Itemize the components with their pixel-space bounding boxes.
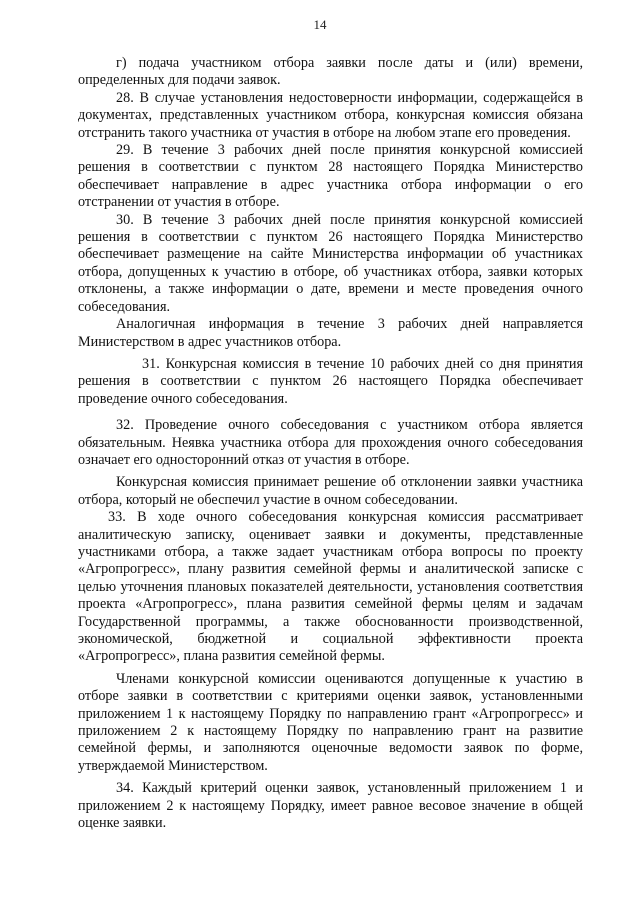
paragraph-31: 31. Конкурсная комиссия в течение 10 рабочих дней со дня принятия решения в соответствии с пунктом 26 настоящего Порядка обеспечивает проведение очного собеседования. — [78, 355, 583, 407]
paragraph-27g: г) подача участником отбора заявки после даты и (или) времени, определенных для подачи заявок. — [78, 55, 583, 89]
paragraph-30: 30. В течение 3 рабочих дней после принятия конкурсной комиссией решения в соответствии с пунктом 26 настоящего Порядка Министерство обеспечивает размещение на сайте Министерства информации об участниках отбора, допущенных к участию в отборе, об участниках отбора, заявки которых отклонены, а также информации о дате, времени и месте проведения очного собеседования. — [78, 211, 583, 315]
paragraph-32: 32. Проведение очного собеседования с участником отбора является обязательным. Неявка участника отбора для прохождения очного собеседования означает его односторонний отказ от участия в отборе. — [78, 417, 583, 468]
paragraph-30-note: Аналогичная информация в течение 3 рабочих дней направляется Министерством в адрес участников отбора. — [78, 316, 583, 350]
paragraph-33: 33. В ходе очного собеседования конкурсная комиссия рассматривает аналитическую записку, оценивает заявки и документы, представленные участниками отбора, а также задает участникам отбора вопросы по проекту «Агропрогресс», плану развития семейной фермы и аналитической записке с целью уточнения плановых показателей деятельности, установления соответствия проекта «Агропрогресс», плана развития семейной фермы целям и задачам Государственной программы, а также обоснованности производственной, экономической, бюджетной и социальной эффективности проекта «Агропрогресс», плана развития семейной фермы. — [78, 509, 583, 665]
document-body — [78, 55, 583, 832]
paragraph-34: 34. Каждый критерий оценки заявок, установленный приложением 1 и приложением 2 к настоящему Порядку, имеет равное весовое значение в общей оценке заявки. — [78, 780, 583, 832]
paragraph-32-note: Конкурсная комиссия принимает решение об отклонении заявки участника отбора, который не обеспечил участие в очном собеседовании. — [78, 474, 583, 508]
page-number: 14 — [313, 17, 327, 32]
paragraph-33-note: Членами конкурсной комиссии оцениваются допущенные к участию в отборе заявки в соответствии с критериями оценки заявок, установленными приложением 1 к настоящему Порядку по направлению грант «Агропрогресс» и приложением 2 к настоящему Порядку по направлению грант на развитие семейной фермы, и заполняются оценочные ведомости заявок по форме, утверждаемой Министерством. — [78, 670, 583, 774]
paragraph-29: 29. В течение 3 рабочих дней после принятия конкурсной комиссией решения в соответствии с пунктом 28 настоящего Порядка Министерство обеспечивает направление в адрес участника отбора информации о его отстранении от участия в отборе. — [78, 142, 583, 211]
paragraph-28: 28. В случае установления недостоверности информации, содержащейся в документах, представленных участником отбора, конкурсная комиссия обязана отстранить такого участника от участия в отборе на любом этапе его проведения. — [78, 89, 583, 141]
